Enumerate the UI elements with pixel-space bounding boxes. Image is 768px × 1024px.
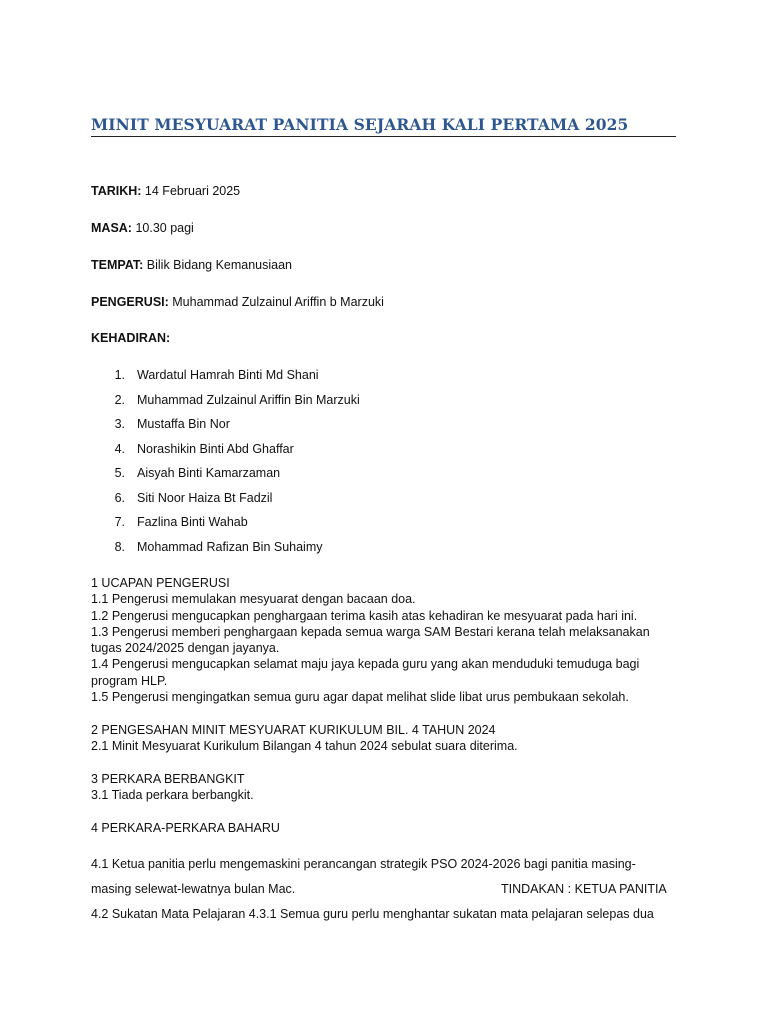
item-4-1-line-2 — [91, 882, 666, 896]
attendance-item: 5. Aisyah Binti Kamarzaman — [114, 466, 281, 480]
section-perkara-berbangkit — [91, 771, 681, 804]
section-heading: 3 PERKARA BERBANGKIT — [91, 772, 245, 786]
field-tempat — [91, 258, 292, 272]
section-heading: 4 PERKARA-PERKARA BAHARU — [91, 821, 280, 835]
pengerusi-value: Muhammad Zulzainul Ariffin b Marzuki — [168, 295, 384, 309]
field-pengerusi — [91, 295, 384, 309]
section-item: 1.1 Pengerusi memulakan mesyuarat dengan bacaan doa. — [91, 592, 416, 607]
tarikh-value: 14 Februari 2025 — [141, 184, 241, 198]
pengerusi-label: PENGERUSI: — [91, 295, 169, 309]
item-4-1-line-1: 4.1 Ketua panitia perlu mengemaskini perancangan strategik PSO 2024-2026 bagi panitia masing- — [91, 857, 636, 871]
section-heading: 2 PENGESAHAN MINIT MESYUARAT KURIKULUM BIL. 4 TAHUN 2024 — [91, 723, 496, 737]
kehadiran-label: KEHADIRAN: — [91, 331, 171, 345]
section-item: 1.5 Pengerusi mengingatkan semua guru agar dapat melihat slide libat urus pembukaan sekolah. — [91, 690, 629, 705]
attendance-item: 8. Mohammad Rafizan Bin Suhaimy — [114, 539, 323, 554]
section-item: 1.4 Pengerusi mengucapkan selamat maju jaya kepada guru yang akan menduduki temuduga bagi program HLP. — [91, 657, 640, 688]
section-item: 1.3 Pengerusi memberi penghargaan kepada semua warga SAM Bestari kerana telah melaksanakan tugas 2024/2025 dengan jayanya. — [91, 624, 650, 656]
tindakan-label: TINDAKAN : KETUA PANITIA — [501, 882, 667, 896]
section-item: 3.1 Tiada perkara berbangkit. — [91, 788, 254, 803]
attendance-item: 2. Muhammad Zulzainul Ariffin Bin Marzuki — [114, 392, 360, 407]
section-pengesahan-minit — [91, 722, 681, 755]
item-4-2-line-1: 4.2 Sukatan Mata Pelajaran 4.3.1 Semua guru perlu menghantar sukatan mata pelajaran selepas dua — [91, 907, 654, 921]
masa-label: MASA: — [91, 221, 132, 235]
attendance-item: 3. Mustaffa Bin Nor — [114, 417, 230, 431]
section-item: 2.1 Minit Mesyuarat Kurikulum Bilangan 4 tahun 2024 sebulat suara diterima. — [91, 739, 518, 754]
field-masa — [91, 221, 194, 235]
attendance-item: 4. Norashikin Binti Abd Ghaffar — [114, 441, 294, 456]
attendance-list — [91, 366, 360, 562]
section-perkara-baharu-heading — [91, 820, 681, 836]
section-heading: 1 UCAPAN PENGERUSI — [91, 576, 230, 590]
attendance-item: 1. Wardatul Hamrah Binti Md Shani — [114, 368, 319, 382]
attendance-item: 6. Siti Noor Haiza Bt Fadzil — [114, 490, 273, 505]
tempat-label: TEMPAT: — [91, 258, 144, 272]
tarikh-label: TARIKH: — [91, 184, 142, 198]
section-item: 1.2 Pengerusi mengucapkan penghargaan terima kasih atas kehadiran ke mesyuarat pada hari ini. — [91, 608, 638, 623]
section-ucapan-pengerusi — [91, 575, 681, 705]
tempat-value: Bilik Bidang Kemanusiaan — [143, 258, 293, 272]
item-4-1-text: masing selewat-lewatnya bulan Mac. — [91, 882, 296, 896]
field-tarikh — [91, 184, 240, 198]
masa-value: 10.30 pagi — [131, 221, 194, 235]
attendance-item: 7. Fazlina Binti Wahab — [114, 515, 248, 529]
field-kehadiran — [91, 331, 170, 345]
document-title: MINIT MESYUARAT PANITIA SEJARAH KALI PERTAMA 2025 — [91, 115, 676, 137]
